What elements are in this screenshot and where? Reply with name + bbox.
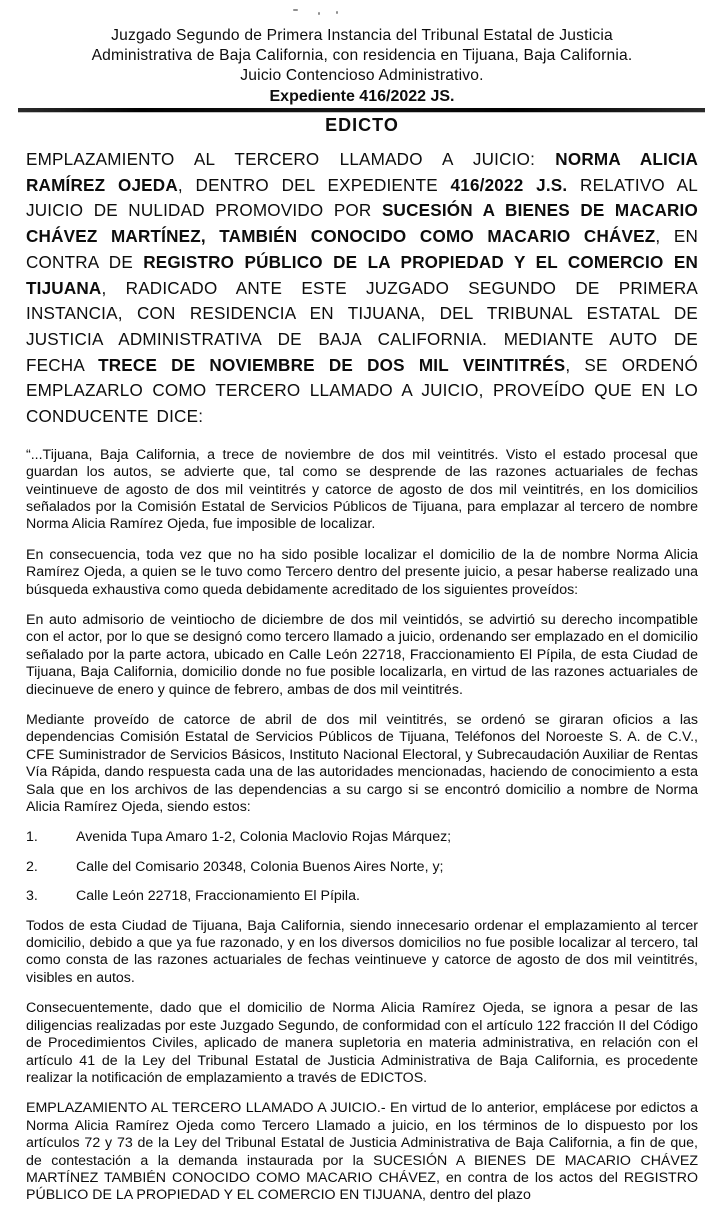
- paragraph: [26, 447, 698, 534]
- text-run: TRECE DE NOVIEMBRE DE DOS MIL VEINTITRÉS: [98, 355, 566, 375]
- paragraph: [26, 147, 698, 430]
- text-run: , DENTRO DEL EXPEDIENTE: [177, 175, 451, 195]
- text-run: 416/2022 J.S.: [450, 175, 568, 195]
- list-item: [26, 859, 698, 876]
- paragraph: [26, 1000, 698, 1087]
- list-item-number: 2.: [26, 858, 38, 875]
- text-run: EMPLAZAMIENTO AL TERCERO LLAMADO A JUICIO:: [26, 150, 556, 169]
- text-run: En consecuencia, toda vez que no ha sido posible localizar el domicilio de la de nombre Norma Alicia Ramírez Ojeda, a quien se le tuvo como Tercero dentro del presente juicio, a pesar haberse realizado una búsqueda exhaustiva como queda debidamente acreditado de los siguientes proveídos:: [26, 546, 698, 598]
- scan-artifact: [318, 12, 320, 15]
- text-run: SUCESIÓN A BIENES DE MACARIO CHÁVEZ MARTÍNEZ, TAMBIÉN CONOCIDO COMO MACARIO CHÁVEZ: [26, 201, 698, 247]
- list-item-text: [76, 829, 698, 846]
- list-item-number: 1.: [26, 829, 38, 846]
- text-run: RELATIVO AL JUICIO DE NULIDAD PROMOVIDO POR: [26, 175, 698, 221]
- list-item-text: [76, 888, 698, 905]
- text-run: NORMA ALICIA RAMÍREZ OJEDA: [26, 150, 698, 195]
- text-run: , EN CONTRA DE: [26, 227, 698, 272]
- text-run: “...Tijuana, Baja California, a trece de noviembre de dos mil veintitrés. Visto el estado procesal que guardan los autos, se advierte que, tal como se desprende de las razones actuariales de fechas veintinueve de agosto de dos mil veintitrés y catorce de agosto de dos mil veintitrés, en los domicilios señalados por la Comisión Estatal de Servicios Públicos de Tijuana, para emplazar al tercero de nombre Norma Alicia Ramírez Ojeda, fue imposible de localizar.: [26, 446, 698, 533]
- paragraph: [26, 612, 698, 699]
- expediente-number: Expediente 416/2022 JS.: [269, 88, 455, 105]
- text-run: Avenida Tupa Amaro 1-2, Colonia Maclovio Rojas Márquez;: [76, 829, 452, 846]
- text-run: , SE ORDENÓ EMPLAZARLO COMO TERCERO LLAMADO A JUICIO, PROVEÍDO QUE EN LO CONDUCENTE DICE:: [26, 355, 698, 427]
- list-item-number: 3.: [26, 888, 38, 905]
- court-header: [26, 26, 698, 107]
- list-item-text: [76, 859, 698, 876]
- text-run: REGISTRO PÚBLICO DE LA PROPIEDAD Y EL COMERCIO EN TIJUANA: [26, 252, 698, 298]
- scan-artifact: [293, 9, 298, 11]
- text-run: En auto admisorio de veintiocho de diciembre de dos mil veintidós, se advirtió su derecho incompatible con el actor, por lo que se designó como tercero llamado a juicio, ordenando ser emplazado en el domicilio señalado por la parte actora, ubicado en Calle León 22718, Fraccionamiento El Pípila, de esta Ciudad de Tijuana, Baja California, domicilio donde no fue posible localizarla, en virtud de las razones actuariales de diecinueve de enero y quince de febrero, ambas de dos mil veintitrés.: [26, 611, 698, 698]
- paragraph: [26, 712, 698, 816]
- text-run: Calle León 22718, Fraccionamiento El Pípila.: [76, 888, 360, 905]
- list-item: [26, 829, 698, 846]
- text-run: , RADICADO ANTE ESTE JUZGADO SEGUNDO DE PRIMERA INSTANCIA, CON RESIDENCIA EN TIJUANA, DEL TRIBUNAL ESTATAL DE JUSTICIA ADMINISTRATIVA DE BAJA CALIFORNIA. MEDIANTE AUTO DE FECHA: [26, 278, 698, 375]
- text-run: EMPLAZAMIENTO AL TERCERO LLAMADO A JUICIO.- En virtud de lo anterior, emplácese por edictos a Norma Alicia Ramírez Ojeda como Tercero Llamado a juicio, en los términos de lo dispuesto por los artículos 72 y 73 de la Ley del Tribunal Estatal de Justicia Administrativa de Baja California, a fin de que, de contestación a la demanda instaurada por la SUCESIÓN A BIENES DE MACARIO CHÁVEZ MARTÍNEZ TAMBIÉN CONOCIDO COMO MACARIO CHÁVEZ, en contra de los actos del REGISTRO PÚBLICO DE LA PROPIEDAD Y EL COMERCIO EN TIJUANA, dentro del plazo: [26, 1100, 698, 1204]
- paragraph: [26, 918, 698, 988]
- scan-artifact: [336, 11, 338, 14]
- text-run: Calle del Comisario 20348, Colonia Buenos Aires Norte, y;: [76, 858, 444, 875]
- court-header-line-2: Administrativa de Baja California, con residencia en Tijuana, Baja California.: [91, 47, 633, 64]
- header-divider-rule: [18, 108, 705, 112]
- paragraph: [26, 547, 698, 599]
- text-run: Consecuentemente, dado que el domicilio de Norma Alicia Ramírez Ojeda, se ignora a pesar de las diligencias realizadas por este Juzgado Segundo, de conformidad con el artículo 122 fracción II del Código de Procedimientos Civiles, aplicado de manera supletoria en materia administrativa, en relación con el artículo 41 de la Ley del Tribunal Estatal de Justicia Administrativa de Baja California, es procedente realizar la notificación de emplazamiento a través de EDICTOS.: [26, 1000, 698, 1086]
- paragraph: [26, 1100, 698, 1204]
- list-item: [26, 888, 698, 905]
- text-run: Mediante proveído de catorce de abril de dos mil veintitrés, se ordenó se giraran oficios a las dependencias Comisión Estatal de Servicios Públicos de Tijuana, Teléfonos del Noroeste S. A. de C.V., CFE Suministrador de Servicios Básicos, Instituto Nacional Electoral, y Subrecaudación Auxiliar de Rentas Vía Rápida, dando respuesta cada una de las autoridades mencionadas, haciendo de conocimiento a esta Sala que en los archivos de las dependencias a su cargo si se encontró domicilio a nombre de Norma Alicia Ramírez Ojeda, siendo estos:: [26, 712, 698, 816]
- court-header-line-3: Juicio Contencioso Administrativo.: [240, 67, 484, 84]
- document-body: [26, 147, 698, 1205]
- document-title: EDICTO: [325, 115, 399, 135]
- court-header-line-1: Juzgado Segundo de Primera Instancia del Tribunal Estatal de Justicia: [111, 27, 613, 44]
- text-run: Todos de esta Ciudad de Tijuana, Baja California, siendo innecesario ordenar el emplazamiento al tercer domicilio, debido a que ya fue razonado, y en los diversos domicilios no fue posible localizar al tercero, tal como consta de las razones actuariales de fechas veintinueve y catorce de agosto de dos mil veintitrés, visibles en autos.: [26, 917, 698, 986]
